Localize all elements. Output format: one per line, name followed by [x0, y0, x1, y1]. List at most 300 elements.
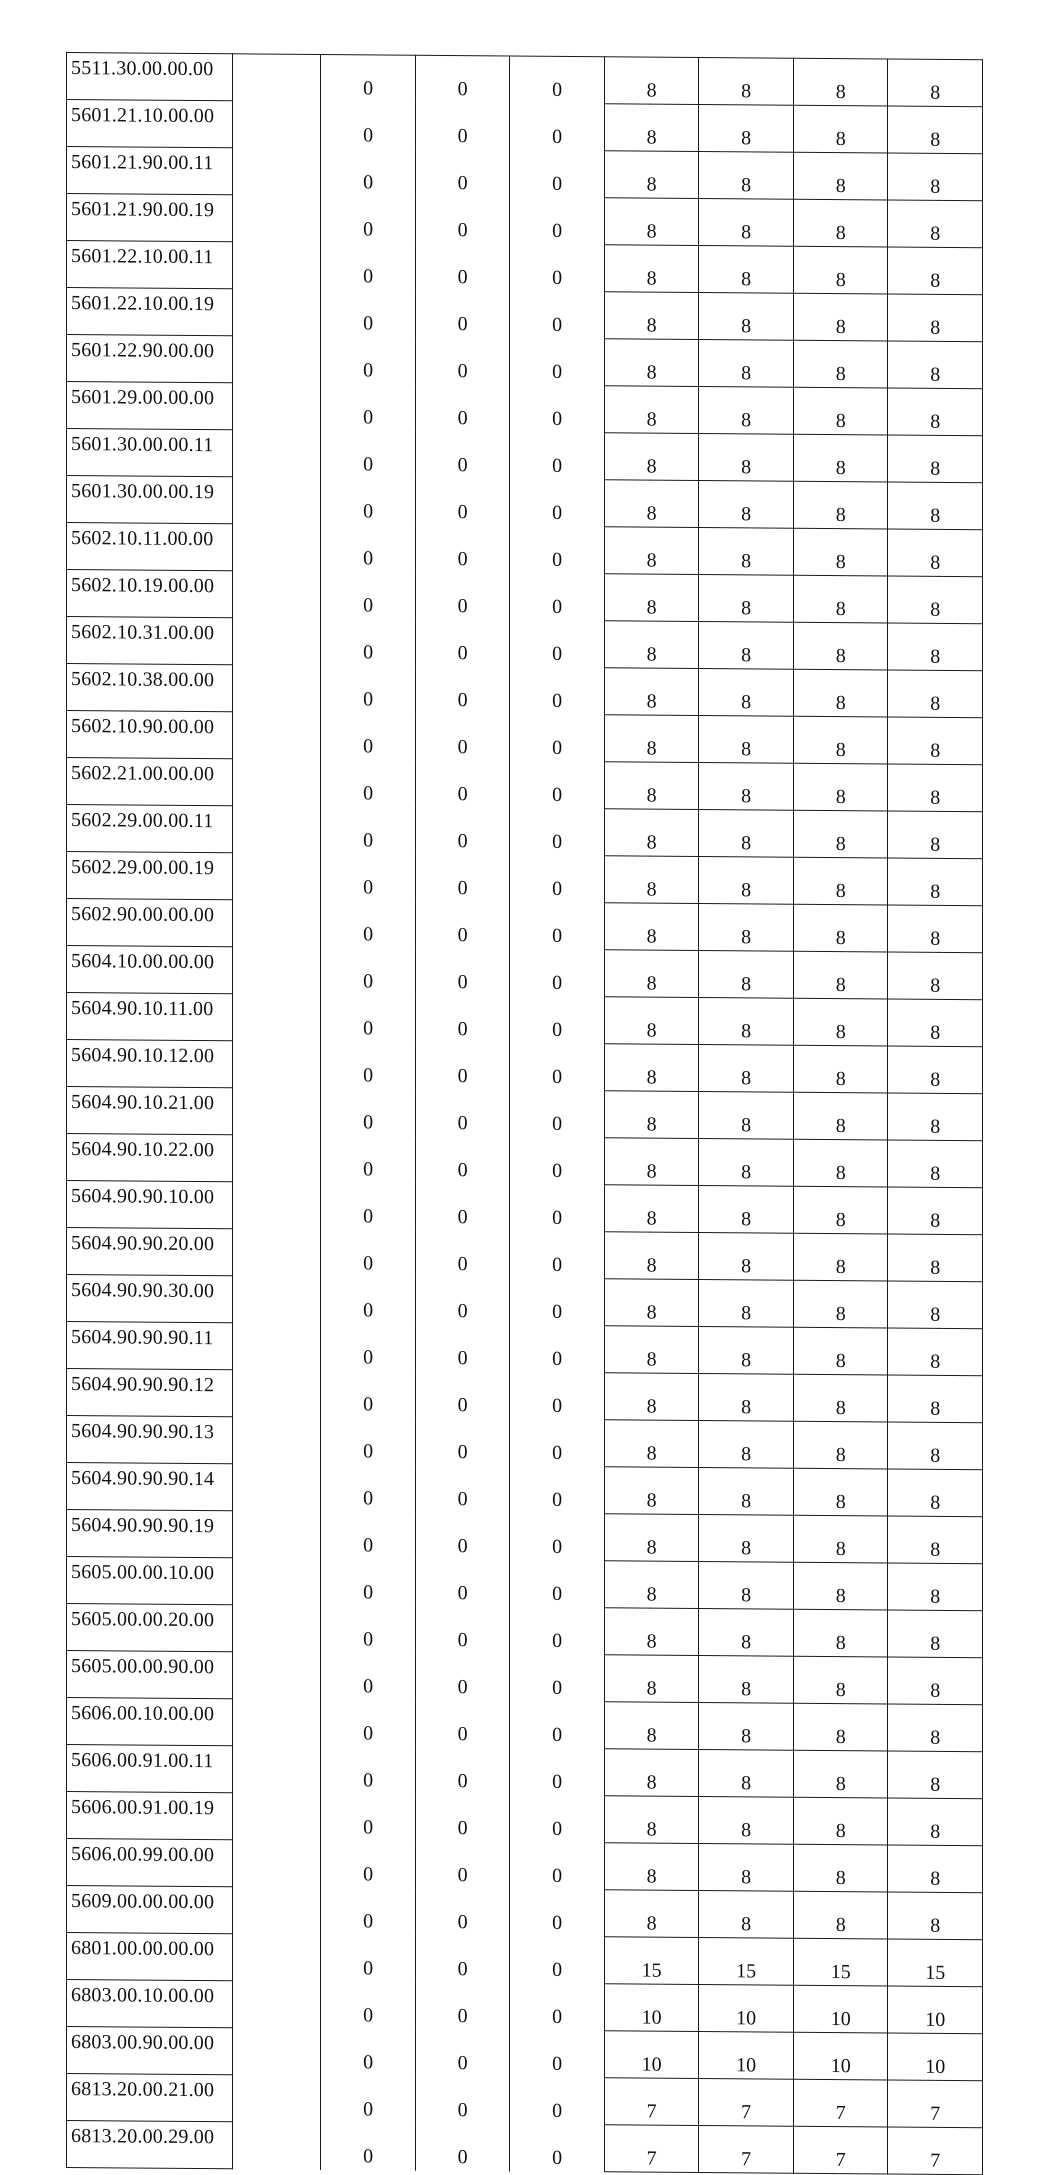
blank-cell: [232, 1981, 320, 2029]
rate-cell: 8: [604, 1232, 699, 1280]
rate-cell: 0: [321, 995, 416, 1043]
table-row: [67, 852, 983, 906]
rate-cell: 8: [699, 1373, 794, 1421]
blank-cell: [232, 947, 320, 995]
rate-cell: 8: [604, 1044, 699, 1092]
hs-code-cell: 5601.21.10.00.00: [67, 100, 233, 148]
rate-cell: 0: [415, 1653, 510, 1701]
hs-code-cell: 5602.10.90.00.00: [67, 711, 233, 759]
blank-cell: [232, 336, 320, 384]
rate-cell: 0: [510, 620, 605, 668]
rate-cell: 0: [510, 479, 605, 527]
rate-cell: 8: [793, 340, 888, 388]
hs-code-cell: 5605.00.00.20.00: [67, 1604, 233, 1652]
rate-cell: 8: [888, 1469, 983, 1517]
tariff-table: [66, 52, 983, 2175]
rate-cell: 0: [415, 901, 510, 949]
table-row: [67, 523, 983, 577]
table-row: [67, 1087, 983, 1141]
rate-cell: 8: [699, 668, 794, 716]
blank-cell: [232, 571, 320, 619]
rate-cell: 8: [604, 1420, 699, 1468]
table-row: [67, 1604, 983, 1658]
rate-cell: 0: [510, 150, 605, 198]
rate-cell: 8: [699, 1185, 794, 1233]
blank-cell: [232, 430, 320, 478]
table-row: [67, 1040, 983, 1094]
rate-cell: 0: [510, 855, 605, 903]
rate-cell: 8: [793, 105, 888, 153]
rate-cell: 8: [604, 1373, 699, 1421]
rate-cell: 8: [604, 1514, 699, 1562]
hs-code-cell: 5601.22.10.00.19: [67, 288, 233, 336]
blank-cell: [232, 2122, 320, 2170]
rate-cell: 8: [604, 856, 699, 904]
rate-cell: 0: [415, 854, 510, 902]
rate-cell: 0: [321, 478, 416, 526]
rate-cell: 8: [888, 1328, 983, 1376]
rate-cell: 0: [415, 2076, 510, 2124]
rate-cell: 8: [699, 715, 794, 763]
rate-cell: 0: [415, 1700, 510, 1748]
rate-cell: 8: [604, 1279, 699, 1327]
blank-cell: [232, 1699, 320, 1747]
rate-cell: 8: [604, 1561, 699, 1609]
rate-cell: 0: [510, 1842, 605, 1890]
rate-cell: 7: [793, 2126, 888, 2174]
rate-cell: 0: [415, 1136, 510, 1184]
rate-cell: 0: [510, 2124, 605, 2172]
rate-cell: 8: [888, 1234, 983, 1282]
table-row: [67, 570, 983, 624]
rate-cell: 0: [321, 1888, 416, 1936]
table-row: [67, 2121, 983, 2175]
table-row: [67, 1322, 983, 1376]
hs-code-cell: 5604.90.90.20.00: [67, 1228, 233, 1276]
rate-cell: 8: [604, 57, 699, 105]
rate-cell: 8: [793, 998, 888, 1046]
rate-cell: 0: [321, 1183, 416, 1231]
rate-cell: 8: [888, 388, 983, 436]
rate-cell: 8: [604, 903, 699, 951]
rate-cell: 8: [888, 247, 983, 295]
rate-cell: 0: [510, 949, 605, 997]
rate-cell: 0: [321, 1512, 416, 1560]
rate-cell: 8: [888, 1845, 983, 1893]
rate-cell: 8: [793, 1186, 888, 1234]
hs-code-cell: 5604.90.10.11.00: [67, 993, 233, 1041]
table-row: [67, 993, 983, 1047]
rate-cell: 0: [510, 667, 605, 715]
blank-cell: [232, 1746, 320, 1794]
rate-cell: 0: [415, 1042, 510, 1090]
rate-cell: 0: [415, 478, 510, 526]
rate-cell: 8: [888, 576, 983, 624]
blank-cell: [232, 1135, 320, 1183]
hs-code-cell: 5606.00.10.00.00: [67, 1698, 233, 1746]
rate-cell: 8: [888, 999, 983, 1047]
hs-code-cell: 5604.90.10.22.00: [67, 1134, 233, 1182]
rate-cell: 8: [888, 1046, 983, 1094]
rate-cell: 0: [510, 1748, 605, 1796]
hs-code-cell: 5604.90.90.90.14: [67, 1463, 233, 1511]
rate-cell: 8: [604, 1467, 699, 1515]
blank-cell: [232, 1417, 320, 1465]
rate-cell: 0: [321, 760, 416, 808]
rate-cell: 8: [699, 1279, 794, 1327]
rate-cell: 0: [321, 713, 416, 761]
rate-cell: 8: [699, 1138, 794, 1186]
rate-cell: 8: [699, 1702, 794, 1750]
rate-cell: 0: [415, 666, 510, 714]
rate-cell: 8: [888, 1892, 983, 1940]
rate-cell: 0: [321, 431, 416, 479]
rate-cell: 8: [793, 1750, 888, 1798]
rate-cell: 8: [604, 292, 699, 340]
rate-cell: 8: [888, 623, 983, 671]
table-row: [67, 805, 983, 859]
rate-cell: 0: [510, 1419, 605, 1467]
rate-cell: 0: [415, 149, 510, 197]
rate-cell: 0: [415, 525, 510, 573]
rate-cell: 8: [888, 1516, 983, 1564]
rate-cell: 0: [510, 1983, 605, 2031]
hs-code-cell: 5606.00.91.00.11: [67, 1745, 233, 1793]
table-row: [67, 147, 983, 201]
rate-cell: 10: [793, 2032, 888, 2080]
rate-cell: 8: [604, 1185, 699, 1233]
rate-cell: 8: [604, 574, 699, 622]
rate-cell: 0: [415, 948, 510, 996]
rate-cell: 0: [510, 1090, 605, 1138]
rate-cell: 10: [604, 1984, 699, 2032]
table-row: [67, 1698, 983, 1752]
blank-cell: [232, 1793, 320, 1841]
rate-cell: 10: [699, 1984, 794, 2032]
rate-cell: 0: [415, 1606, 510, 1654]
blank-cell: [232, 524, 320, 572]
rate-cell: 8: [888, 811, 983, 859]
rate-cell: 0: [510, 1795, 605, 1843]
rate-cell: 7: [888, 2127, 983, 2175]
rate-cell: 8: [604, 1702, 699, 1750]
hs-code-cell: 5602.21.00.00.00: [67, 758, 233, 806]
rate-cell: 0: [415, 337, 510, 385]
blank-cell: [232, 54, 320, 102]
rate-cell: 0: [415, 713, 510, 761]
rate-cell: 8: [699, 1044, 794, 1092]
rate-cell: 15: [604, 1937, 699, 1985]
rate-cell: 8: [793, 1374, 888, 1422]
rate-cell: 7: [699, 2078, 794, 2126]
rate-cell: 0: [510, 1278, 605, 1326]
rate-cell: 8: [888, 1281, 983, 1329]
rate-cell: 8: [888, 1093, 983, 1141]
rate-cell: 8: [699, 1467, 794, 1515]
hs-code-cell: 5601.21.90.00.11: [67, 147, 233, 195]
blank-cell: [232, 1088, 320, 1136]
rate-cell: 8: [604, 1749, 699, 1797]
hs-code-cell: 5601.22.90.00.00: [67, 335, 233, 383]
rate-cell: 0: [510, 1513, 605, 1561]
rate-cell: 8: [699, 386, 794, 434]
rate-cell: 0: [415, 1559, 510, 1607]
rate-cell: 0: [321, 1089, 416, 1137]
rate-cell: 0: [510, 1607, 605, 1655]
rate-cell: 0: [321, 1794, 416, 1842]
rate-cell: 0: [510, 432, 605, 480]
hs-code-cell: 6813.20.00.21.00: [67, 2074, 233, 2122]
rate-cell: 0: [415, 760, 510, 808]
rate-cell: 0: [415, 1794, 510, 1842]
rate-cell: 10: [888, 2033, 983, 2081]
rate-cell: 0: [321, 1324, 416, 1372]
hs-code-cell: 5606.00.91.00.19: [67, 1792, 233, 1840]
rate-cell: 8: [888, 1563, 983, 1611]
rate-cell: 0: [415, 1747, 510, 1795]
table-row: [67, 1463, 983, 1517]
rate-cell: 15: [888, 1939, 983, 1987]
rate-cell: 8: [699, 1232, 794, 1280]
rate-cell: 8: [604, 1608, 699, 1656]
rate-cell: 0: [321, 1042, 416, 1090]
rate-cell: 0: [510, 103, 605, 151]
hs-code-cell: 5602.29.00.00.11: [67, 805, 233, 853]
rate-cell: 8: [793, 1609, 888, 1657]
rate-cell: 8: [888, 1375, 983, 1423]
rate-cell: 8: [604, 1796, 699, 1844]
rate-cell: 8: [699, 1608, 794, 1656]
rate-cell: 8: [699, 480, 794, 528]
rate-cell: 8: [699, 151, 794, 199]
blank-cell: [232, 1229, 320, 1277]
rate-cell: 0: [321, 619, 416, 667]
table-row: [67, 100, 983, 154]
hs-code-cell: 5602.10.11.00.00: [67, 523, 233, 571]
rate-cell: 0: [321, 337, 416, 385]
rate-cell: 8: [699, 292, 794, 340]
blank-cell: [232, 1464, 320, 1512]
rate-cell: 8: [699, 433, 794, 481]
table-row: [67, 1792, 983, 1846]
rate-cell: 8: [888, 294, 983, 342]
rate-cell: 8: [699, 57, 794, 105]
rate-cell: 8: [604, 151, 699, 199]
rate-cell: 0: [510, 996, 605, 1044]
rate-cell: 15: [699, 1937, 794, 1985]
rate-cell: 8: [699, 856, 794, 904]
rate-cell: 8: [888, 1657, 983, 1705]
blank-cell: [232, 2028, 320, 2076]
rate-cell: 8: [604, 433, 699, 481]
rate-cell: 0: [321, 149, 416, 197]
table-row: [67, 382, 983, 436]
rate-cell: 0: [510, 1560, 605, 1608]
hs-code-cell: 6801.00.00.00.00: [67, 1933, 233, 1981]
rate-cell: 8: [888, 1610, 983, 1658]
hs-code-cell: 5604.90.90.10.00: [67, 1181, 233, 1229]
rate-cell: 8: [604, 1138, 699, 1186]
blank-cell: [232, 712, 320, 760]
rate-cell: 8: [793, 1844, 888, 1892]
table-row: [67, 194, 983, 248]
hs-code-cell: 5602.10.19.00.00: [67, 570, 233, 618]
blank-cell: [232, 1887, 320, 1935]
rate-cell: 8: [699, 950, 794, 998]
rate-cell: 8: [888, 1704, 983, 1752]
hs-code-cell: 5604.90.90.90.12: [67, 1369, 233, 1417]
rate-cell: 8: [793, 1468, 888, 1516]
rate-cell: 8: [888, 153, 983, 201]
blank-cell: [232, 618, 320, 666]
rate-cell: 7: [604, 2125, 699, 2173]
table-row: [67, 946, 983, 1000]
rate-cell: 0: [510, 197, 605, 245]
rate-cell: 8: [888, 341, 983, 389]
document-page: [66, 52, 983, 2172]
table-row: [67, 1510, 983, 1564]
rate-cell: 0: [415, 1183, 510, 1231]
rate-cell: 8: [699, 1326, 794, 1374]
rate-cell: 8: [699, 245, 794, 293]
rate-cell: 0: [321, 854, 416, 902]
rate-cell: 8: [888, 200, 983, 248]
rate-cell: 10: [793, 1985, 888, 2033]
rate-cell: 0: [415, 1888, 510, 1936]
rate-cell: 0: [321, 1747, 416, 1795]
rate-cell: 8: [888, 905, 983, 953]
rate-cell: 0: [321, 1982, 416, 2030]
blank-cell: [232, 1276, 320, 1324]
rate-cell: 0: [415, 1371, 510, 1419]
rate-cell: 8: [888, 106, 983, 154]
rate-cell: 0: [510, 2030, 605, 2078]
rate-cell: 8: [699, 104, 794, 152]
rate-cell: 8: [604, 621, 699, 669]
hs-code-cell: 5602.10.31.00.00: [67, 617, 233, 665]
rate-cell: 8: [699, 762, 794, 810]
rate-cell: 8: [699, 1796, 794, 1844]
rate-cell: 8: [793, 387, 888, 435]
table-row: [67, 899, 983, 953]
rate-cell: 0: [415, 55, 510, 103]
rate-cell: 8: [793, 1515, 888, 1563]
rate-cell: 0: [510, 1372, 605, 1420]
rate-cell: 8: [604, 1655, 699, 1703]
rate-cell: 0: [510, 902, 605, 950]
blank-cell: [232, 759, 320, 807]
blank-cell: [232, 148, 320, 196]
rate-cell: 0: [510, 1936, 605, 1984]
table-row: [67, 664, 983, 718]
table-row: [67, 711, 983, 765]
rate-cell: 0: [510, 291, 605, 339]
table-row: [67, 1980, 983, 2034]
rate-cell: 8: [888, 59, 983, 107]
rate-cell: 0: [321, 666, 416, 714]
rate-cell: 8: [699, 1420, 794, 1468]
rate-cell: 8: [888, 435, 983, 483]
table-row: [67, 476, 983, 530]
blank-cell: [232, 383, 320, 431]
rate-cell: 8: [888, 858, 983, 906]
hs-code-cell: 5601.30.00.00.19: [67, 476, 233, 524]
table-row: [67, 1134, 983, 1188]
table-row: [67, 1416, 983, 1470]
rate-cell: 8: [793, 669, 888, 717]
rate-cell: 0: [321, 1935, 416, 1983]
rate-cell: 0: [415, 102, 510, 150]
rate-cell: 0: [510, 385, 605, 433]
rate-cell: 8: [699, 997, 794, 1045]
rate-cell: 8: [604, 480, 699, 528]
rate-cell: 0: [415, 290, 510, 338]
rate-cell: 8: [793, 857, 888, 905]
rate-cell: 8: [888, 1187, 983, 1235]
rate-cell: 0: [415, 995, 510, 1043]
hs-code-cell: 5602.90.00.00.00: [67, 899, 233, 947]
rate-cell: 0: [321, 2076, 416, 2124]
table-row: [67, 1228, 983, 1282]
table-row: [67, 1651, 983, 1705]
rate-cell: 0: [510, 1889, 605, 1937]
rate-cell: 8: [699, 1091, 794, 1139]
rate-cell: 8: [699, 1655, 794, 1703]
table-row: [67, 241, 983, 295]
rate-cell: 8: [793, 1891, 888, 1939]
rate-cell: 7: [793, 2079, 888, 2127]
rate-cell: 0: [415, 2029, 510, 2077]
rate-cell: 8: [699, 1514, 794, 1562]
table-row: [67, 1275, 983, 1329]
rate-cell: 8: [793, 1045, 888, 1093]
rate-cell: 8: [793, 58, 888, 106]
rate-cell: 0: [415, 1841, 510, 1889]
blank-cell: [232, 1511, 320, 1559]
rate-cell: 8: [793, 1562, 888, 1610]
rate-cell: 8: [604, 715, 699, 763]
rate-cell: 8: [604, 950, 699, 998]
hs-code-cell: 6803.00.90.00.00: [67, 2027, 233, 2075]
rate-cell: 0: [510, 1184, 605, 1232]
rate-cell: 8: [793, 1139, 888, 1187]
rate-cell: 0: [321, 243, 416, 291]
rate-cell: 8: [699, 527, 794, 575]
rate-cell: 0: [321, 102, 416, 150]
rate-cell: 8: [604, 809, 699, 857]
rate-cell: 0: [510, 244, 605, 292]
rate-cell: 0: [321, 1559, 416, 1607]
rate-cell: 8: [604, 668, 699, 716]
table-row: [67, 1557, 983, 1611]
blank-cell: [232, 1041, 320, 1089]
table-row: [67, 1839, 983, 1893]
rate-cell: 0: [510, 526, 605, 574]
rate-cell: 0: [321, 196, 416, 244]
rate-cell: 8: [793, 622, 888, 670]
blank-cell: [232, 665, 320, 713]
rate-cell: 0: [321, 1136, 416, 1184]
rate-cell: 7: [604, 2078, 699, 2126]
blank-cell: [232, 806, 320, 854]
rate-cell: 8: [793, 1327, 888, 1375]
rate-cell: 7: [699, 2125, 794, 2173]
hs-code-cell: 5604.90.90.30.00: [67, 1275, 233, 1323]
rate-cell: 8: [604, 762, 699, 810]
rate-cell: 0: [415, 1089, 510, 1137]
rate-cell: 0: [510, 2077, 605, 2125]
rate-cell: 0: [510, 1654, 605, 1702]
